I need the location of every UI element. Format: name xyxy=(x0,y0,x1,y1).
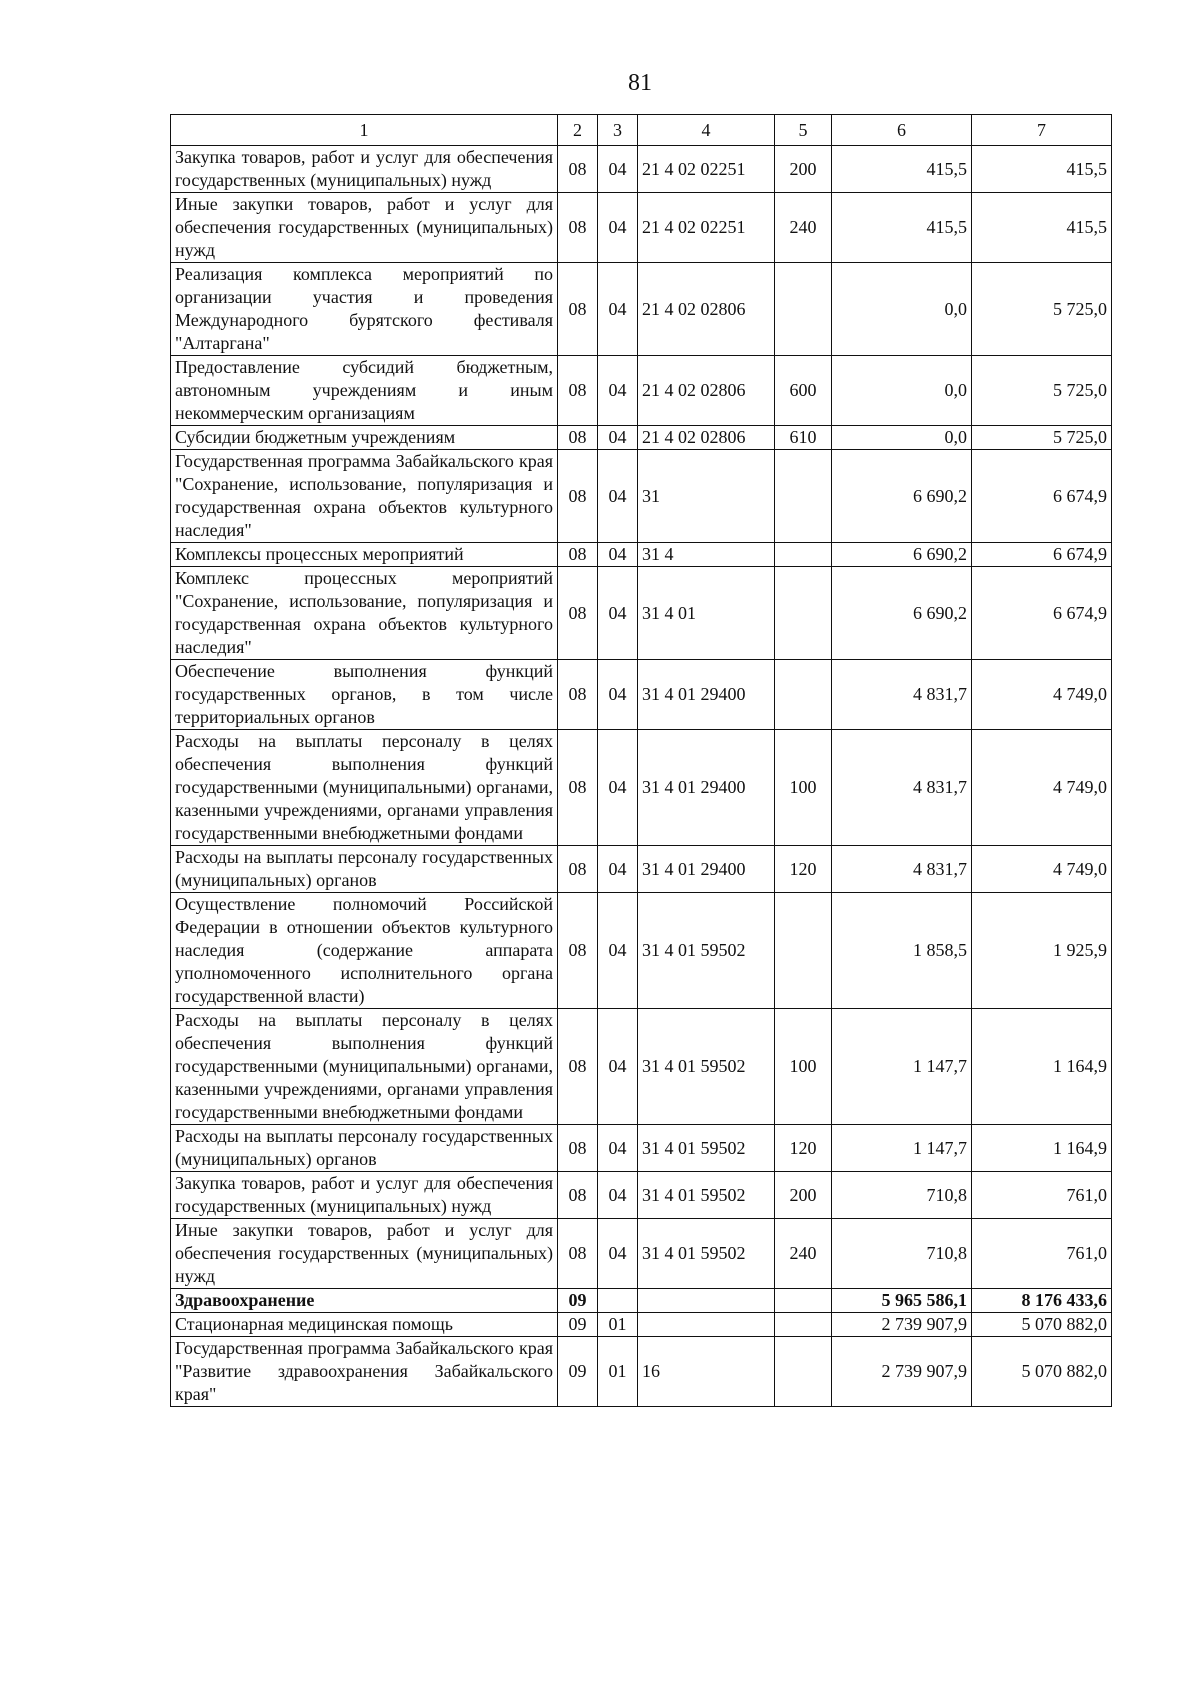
row-subsection-code: 04 xyxy=(598,660,638,730)
row-amount-year2: 4 749,0 xyxy=(972,846,1112,893)
row-name: Осуществление полномочий Российской Федерации в отношении объектов культурного наследия (содержание аппарата уполномоченного исполнительного органа государственной власти) xyxy=(171,893,558,1009)
row-amount-year1: 0,0 xyxy=(832,263,972,356)
row-amount-year1: 0,0 xyxy=(832,426,972,450)
row-amount-year2: 4 749,0 xyxy=(972,660,1112,730)
row-expense-type xyxy=(775,1337,832,1407)
row-name: Расходы на выплаты персоналу государственных (муниципальных) органов xyxy=(171,846,558,893)
table-row xyxy=(171,1313,1112,1337)
col-header-3: 3 xyxy=(598,115,638,146)
row-expense-type xyxy=(775,567,832,660)
row-subsection-code: 04 xyxy=(598,1219,638,1289)
row-amount-year2: 1 164,9 xyxy=(972,1125,1112,1172)
table-row xyxy=(171,146,1112,193)
col-header-5: 5 xyxy=(775,115,832,146)
row-name: Расходы на выплаты персоналу в целях обеспечения выполнения функций государственными (муниципальными) органами, казенными учреждениями, органами управления государственными внебюджетными фондами xyxy=(171,1009,558,1125)
table-row xyxy=(171,356,1112,426)
row-section-code: 08 xyxy=(558,1172,598,1219)
row-name: Реализация комплекса мероприятий по организации участия и проведения Международного бурятского фестиваля "Алтаргана" xyxy=(171,263,558,356)
table-row xyxy=(171,543,1112,567)
row-subsection-code: 04 xyxy=(598,146,638,193)
row-target-article: 31 4 01 xyxy=(638,567,775,660)
row-name: Комплекс процессных мероприятий "Сохранение, использование, популяризация и государственная охрана объектов культурного наследия" xyxy=(171,567,558,660)
table-row xyxy=(171,1337,1112,1407)
row-target-article: 31 4 01 29400 xyxy=(638,846,775,893)
row-section-code: 08 xyxy=(558,543,598,567)
row-amount-year2: 5 070 882,0 xyxy=(972,1337,1112,1407)
row-expense-type: 600 xyxy=(775,356,832,426)
row-amount-year1: 1 147,7 xyxy=(832,1009,972,1125)
table-row xyxy=(171,263,1112,356)
row-name: Комплексы процессных мероприятий xyxy=(171,543,558,567)
row-name: Расходы на выплаты персоналу государственных (муниципальных) органов xyxy=(171,1125,558,1172)
budget-table xyxy=(170,114,1112,1407)
row-expense-type: 100 xyxy=(775,1009,832,1125)
row-name: Иные закупки товаров, работ и услуг для обеспечения государственных (муниципальных) нужд xyxy=(171,193,558,263)
row-subsection-code: 04 xyxy=(598,356,638,426)
row-target-article: 31 4 01 59502 xyxy=(638,893,775,1009)
col-header-2: 2 xyxy=(558,115,598,146)
row-target-article: 21 4 02 02806 xyxy=(638,356,775,426)
table-row xyxy=(171,730,1112,846)
row-target-article: 31 4 01 59502 xyxy=(638,1009,775,1125)
row-expense-type: 240 xyxy=(775,1219,832,1289)
row-name: Закупка товаров, работ и услуг для обеспечения государственных (муниципальных) нужд xyxy=(171,1172,558,1219)
row-amount-year2: 415,5 xyxy=(972,193,1112,263)
row-expense-type xyxy=(775,660,832,730)
row-target-article: 31 4 01 29400 xyxy=(638,730,775,846)
row-amount-year2: 415,5 xyxy=(972,146,1112,193)
row-section-code: 08 xyxy=(558,146,598,193)
table-row xyxy=(171,1009,1112,1125)
row-amount-year2: 5 725,0 xyxy=(972,426,1112,450)
row-target-article xyxy=(638,1289,775,1313)
col-header-7: 7 xyxy=(972,115,1112,146)
row-target-article: 31 xyxy=(638,450,775,543)
table-row xyxy=(171,193,1112,263)
row-expense-type xyxy=(775,1289,832,1313)
row-expense-type xyxy=(775,543,832,567)
row-section-code: 09 xyxy=(558,1337,598,1407)
row-amount-year1: 1 858,5 xyxy=(832,893,972,1009)
row-subsection-code: 01 xyxy=(598,1337,638,1407)
row-amount-year1: 6 690,2 xyxy=(832,567,972,660)
row-subsection-code xyxy=(598,1289,638,1313)
table-row xyxy=(171,893,1112,1009)
row-amount-year2: 761,0 xyxy=(972,1219,1112,1289)
row-expense-type xyxy=(775,1313,832,1337)
row-subsection-code: 04 xyxy=(598,893,638,1009)
row-name: Обеспечение выполнения функций государственных органов, в том числе территориальных органов xyxy=(171,660,558,730)
row-section-code: 08 xyxy=(558,450,598,543)
row-amount-year1: 0,0 xyxy=(832,356,972,426)
row-section-code: 08 xyxy=(558,193,598,263)
row-expense-type: 100 xyxy=(775,730,832,846)
row-amount-year2: 5 725,0 xyxy=(972,263,1112,356)
row-amount-year2: 5 725,0 xyxy=(972,356,1112,426)
row-target-article: 21 4 02 02806 xyxy=(638,426,775,450)
row-target-article: 21 4 02 02251 xyxy=(638,146,775,193)
row-amount-year2: 1 164,9 xyxy=(972,1009,1112,1125)
row-section-code: 08 xyxy=(558,660,598,730)
row-name: Субсидии бюджетным учреждениям xyxy=(171,426,558,450)
col-header-4: 4 xyxy=(638,115,775,146)
row-amount-year1: 415,5 xyxy=(832,146,972,193)
page-number: 81 xyxy=(628,70,652,96)
row-amount-year1: 2 739 907,9 xyxy=(832,1337,972,1407)
col-header-6: 6 xyxy=(832,115,972,146)
row-name: Предоставление субсидий бюджетным, автономным учреждениям и иным некоммерческим организациям xyxy=(171,356,558,426)
row-section-code: 08 xyxy=(558,356,598,426)
row-amount-year1: 710,8 xyxy=(832,1172,972,1219)
row-section-code: 08 xyxy=(558,1125,598,1172)
row-section-code: 08 xyxy=(558,263,598,356)
row-amount-year1: 4 831,7 xyxy=(832,730,972,846)
row-expense-type: 120 xyxy=(775,846,832,893)
row-amount-year2: 6 674,9 xyxy=(972,450,1112,543)
row-expense-type: 120 xyxy=(775,1125,832,1172)
row-amount-year1: 710,8 xyxy=(832,1219,972,1289)
row-target-article: 31 4 xyxy=(638,543,775,567)
row-name: Государственная программа Забайкальского края "Сохранение, использование, популяризация и государственная охрана объектов культурного наследия" xyxy=(171,450,558,543)
table-row xyxy=(171,1172,1112,1219)
row-name: Государственная программа Забайкальского края "Развитие здравоохранения Забайкальского края" xyxy=(171,1337,558,1407)
row-amount-year2: 5 070 882,0 xyxy=(972,1313,1112,1337)
table-row xyxy=(171,450,1112,543)
row-amount-year2: 4 749,0 xyxy=(972,730,1112,846)
table-row xyxy=(171,1289,1112,1313)
row-amount-year1: 415,5 xyxy=(832,193,972,263)
row-expense-type: 200 xyxy=(775,146,832,193)
row-name: Стационарная медицинская помощь xyxy=(171,1313,558,1337)
row-expense-type xyxy=(775,263,832,356)
row-subsection-code: 04 xyxy=(598,450,638,543)
row-target-article: 31 4 01 29400 xyxy=(638,660,775,730)
row-subsection-code: 04 xyxy=(598,846,638,893)
col-header-1: 1 xyxy=(171,115,558,146)
row-subsection-code: 04 xyxy=(598,1125,638,1172)
row-expense-type: 200 xyxy=(775,1172,832,1219)
row-section-code: 09 xyxy=(558,1313,598,1337)
row-expense-type: 610 xyxy=(775,426,832,450)
row-subsection-code: 01 xyxy=(598,1313,638,1337)
row-target-article xyxy=(638,1313,775,1337)
row-amount-year1: 4 831,7 xyxy=(832,660,972,730)
row-amount-year1: 6 690,2 xyxy=(832,543,972,567)
row-amount-year1: 2 739 907,9 xyxy=(832,1313,972,1337)
row-amount-year2: 1 925,9 xyxy=(972,893,1112,1009)
row-amount-year2: 761,0 xyxy=(972,1172,1112,1219)
row-section-code: 08 xyxy=(558,567,598,660)
row-amount-year1: 5 965 586,1 xyxy=(832,1289,972,1313)
table-header-row xyxy=(171,115,1112,146)
row-amount-year1: 6 690,2 xyxy=(832,450,972,543)
row-subsection-code: 04 xyxy=(598,426,638,450)
table-row xyxy=(171,1219,1112,1289)
row-target-article: 31 4 01 59502 xyxy=(638,1125,775,1172)
row-section-code: 08 xyxy=(558,893,598,1009)
table-row xyxy=(171,426,1112,450)
row-target-article: 31 4 01 59502 xyxy=(638,1172,775,1219)
row-section-code: 08 xyxy=(558,426,598,450)
row-amount-year2: 8 176 433,6 xyxy=(972,1289,1112,1313)
row-target-article: 21 4 02 02806 xyxy=(638,263,775,356)
row-subsection-code: 04 xyxy=(598,543,638,567)
row-amount-year1: 4 831,7 xyxy=(832,846,972,893)
row-subsection-code: 04 xyxy=(598,1009,638,1125)
row-section-code: 08 xyxy=(558,730,598,846)
row-amount-year1: 1 147,7 xyxy=(832,1125,972,1172)
row-section-code: 08 xyxy=(558,846,598,893)
row-amount-year2: 6 674,9 xyxy=(972,567,1112,660)
row-amount-year2: 6 674,9 xyxy=(972,543,1112,567)
row-subsection-code: 04 xyxy=(598,193,638,263)
table-row xyxy=(171,846,1112,893)
row-subsection-code: 04 xyxy=(598,1172,638,1219)
row-expense-type xyxy=(775,450,832,543)
row-name: Иные закупки товаров, работ и услуг для обеспечения государственных (муниципальных) нужд xyxy=(171,1219,558,1289)
row-target-article: 31 4 01 59502 xyxy=(638,1219,775,1289)
row-subsection-code: 04 xyxy=(598,730,638,846)
row-target-article: 16 xyxy=(638,1337,775,1407)
row-section-code: 09 xyxy=(558,1289,598,1313)
row-name: Расходы на выплаты персоналу в целях обеспечения выполнения функций государственными (муниципальными) органами, казенными учреждениями, органами управления государственными внебюджетными фондами xyxy=(171,730,558,846)
table-row xyxy=(171,1125,1112,1172)
row-expense-type xyxy=(775,893,832,1009)
row-subsection-code: 04 xyxy=(598,263,638,356)
table-row xyxy=(171,567,1112,660)
table-row xyxy=(171,660,1112,730)
row-name: Здравоохранение xyxy=(171,1289,558,1313)
row-name: Закупка товаров, работ и услуг для обеспечения государственных (муниципальных) нужд xyxy=(171,146,558,193)
row-expense-type: 240 xyxy=(775,193,832,263)
row-target-article: 21 4 02 02251 xyxy=(638,193,775,263)
row-subsection-code: 04 xyxy=(598,567,638,660)
row-section-code: 08 xyxy=(558,1009,598,1125)
row-section-code: 08 xyxy=(558,1219,598,1289)
